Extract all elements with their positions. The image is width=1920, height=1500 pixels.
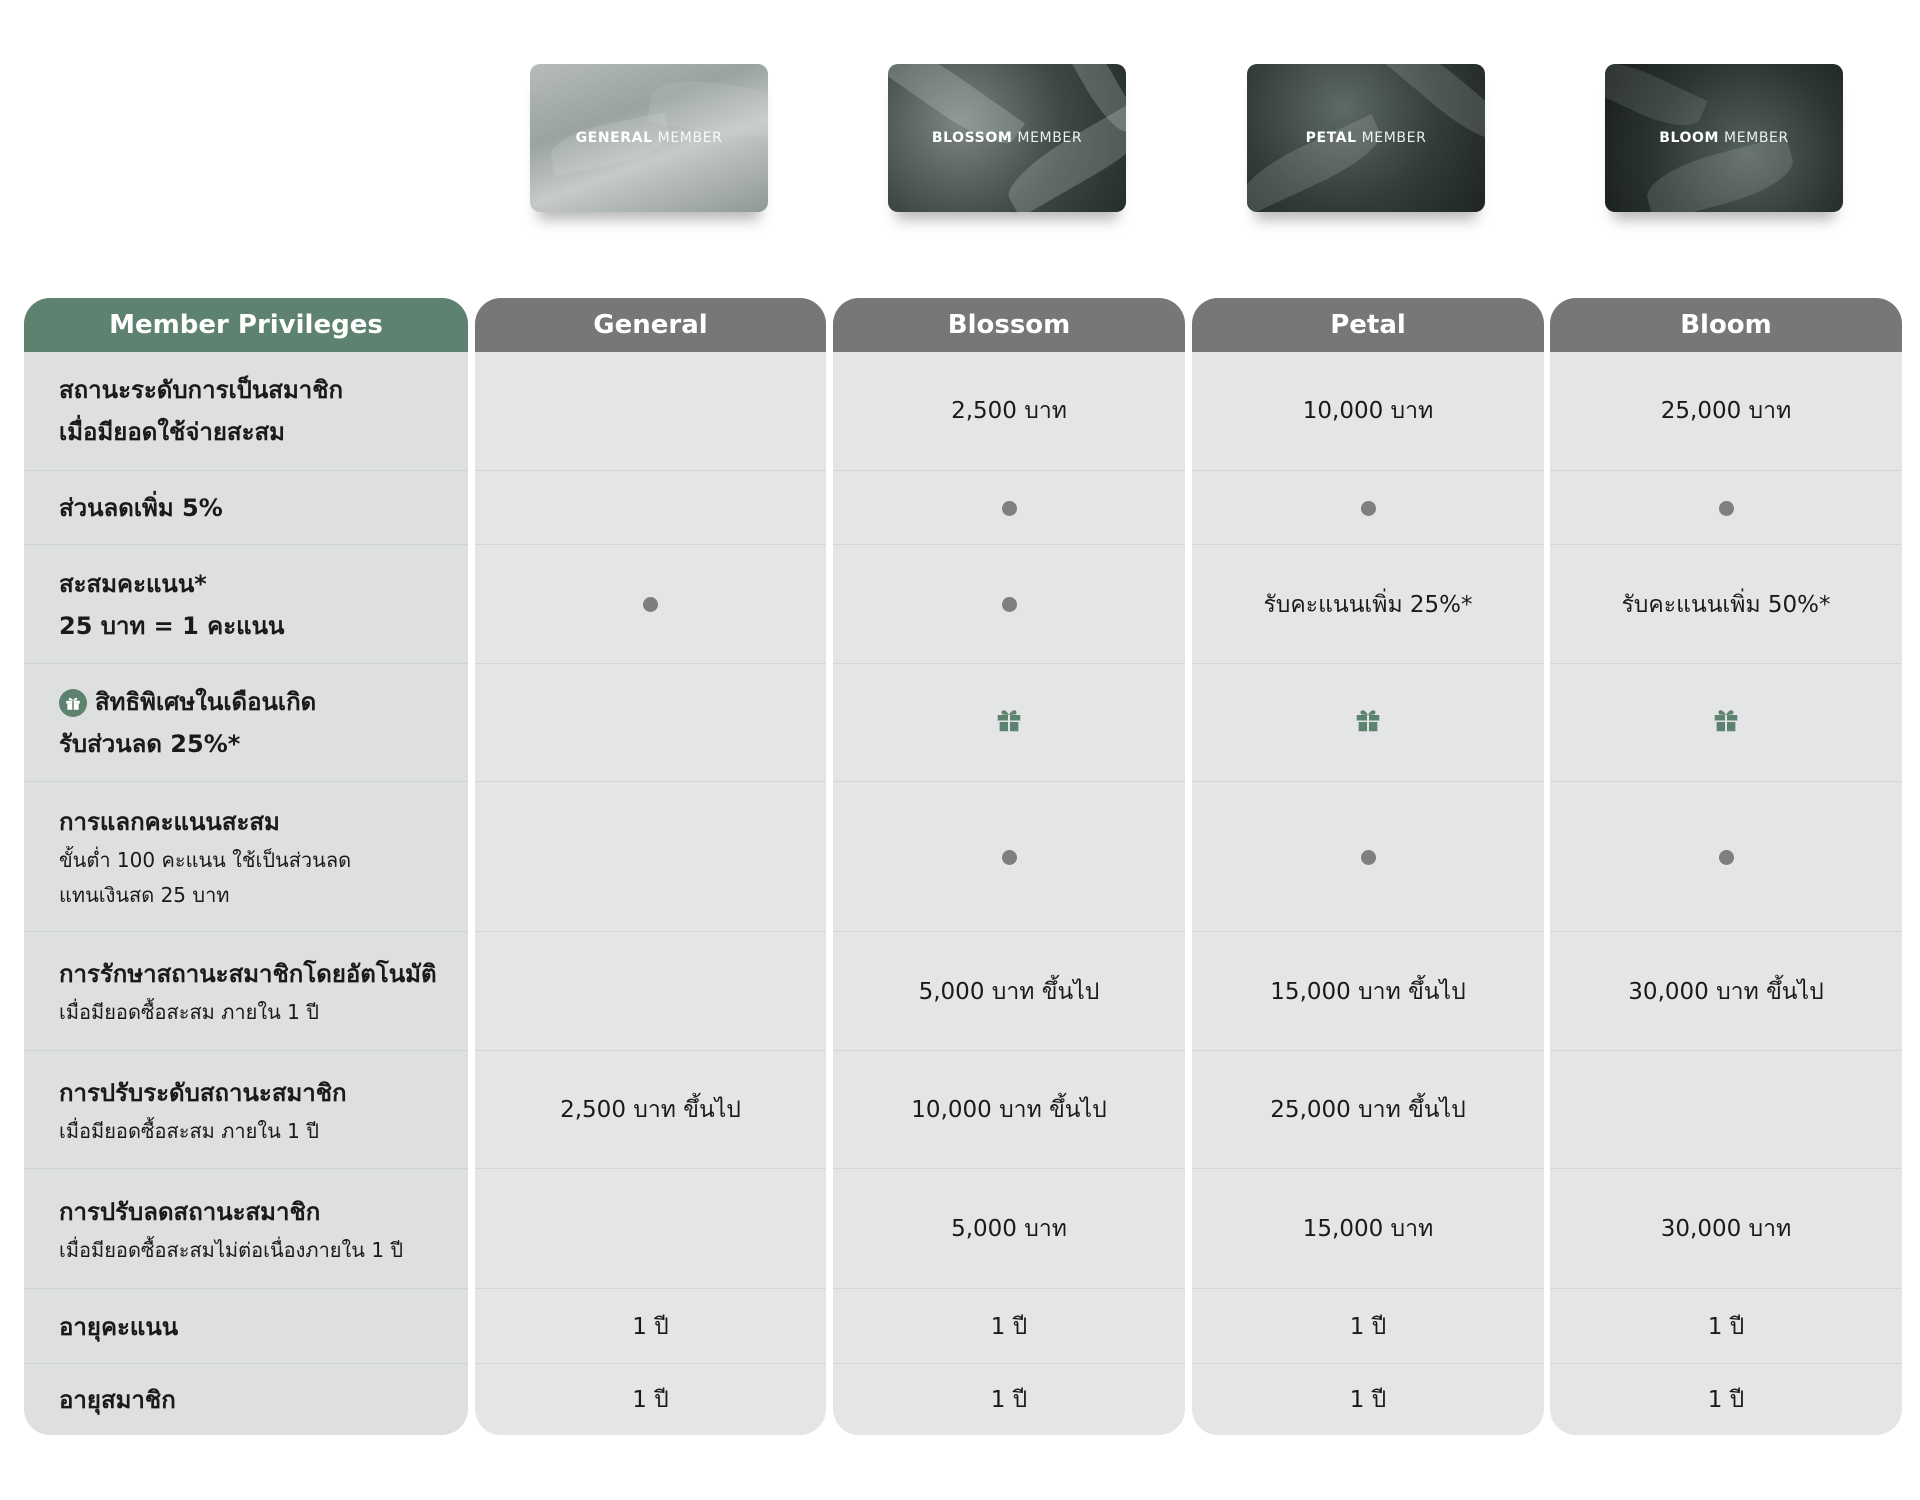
card-tier: PETAL [1305, 130, 1357, 146]
table-cell [475, 781, 826, 932]
cell-value: 25,000 บาท [1660, 398, 1792, 424]
row-label: รับส่วนลด 25%* [59, 730, 241, 758]
row-label: อายุสมาชิก [59, 1386, 176, 1414]
table-cell [1550, 544, 1902, 664]
cell-value: 1 ปี [632, 1387, 669, 1413]
table-cell [1550, 1288, 1902, 1364]
row-label: การปรับระดับสถานะสมาชิก [59, 1078, 347, 1107]
row-sublabel: เมื่อมียอดซื้อสะสม ภายใน 1 ปี [59, 1000, 319, 1024]
cell-value: 1 ปี [990, 1387, 1028, 1413]
table-cell [1550, 352, 1902, 470]
row-label: เมื่อมียอดใช้จ่ายสะสม [59, 418, 285, 446]
cell-value: 25,000 บาท ขึ้นไป [1270, 1097, 1466, 1123]
table-cell [833, 1168, 1185, 1289]
cell-value: 2,500 บาท [951, 398, 1067, 424]
tier-column-petal [1192, 298, 1544, 1435]
label-row [24, 663, 468, 782]
table-cell [475, 931, 826, 1051]
cell-value: 1 ปี [1707, 1387, 1745, 1413]
cell-value: 1 ปี [632, 1313, 669, 1340]
table-cell [475, 1363, 826, 1436]
table-cell [1550, 781, 1902, 932]
label-row [24, 931, 468, 1051]
row-label: สะสมคะแนน* [59, 569, 207, 598]
label-row [24, 781, 468, 932]
label-row [24, 470, 468, 545]
cell-value: 30,000 บาท ขึ้นไป [1628, 978, 1824, 1005]
row-label: สถานะระดับการเป็นสมาชิก [59, 376, 344, 404]
table-cell [833, 1288, 1185, 1364]
tier-header: Blossom [833, 298, 1185, 352]
cell-value: 2,500 บาท ขึ้นไป [560, 1097, 741, 1123]
table-cell [833, 931, 1185, 1051]
table-cell [1550, 931, 1902, 1051]
cell-value: 1 ปี [990, 1313, 1028, 1340]
cell-value: 10,000 บาท [1302, 398, 1434, 424]
row-label: ส่วนลดเพิ่ม 5% [59, 494, 223, 522]
table-cell [1550, 1363, 1902, 1436]
included-dot-icon [1719, 850, 1734, 865]
gift-icon [1711, 705, 1741, 741]
tier-header: Petal [1192, 298, 1544, 352]
table-cell [1550, 470, 1902, 545]
cell-value: 1 ปี [1349, 1387, 1387, 1413]
included-dot-icon [1719, 501, 1734, 516]
row-label: การแลกคะแนนสะสม [59, 808, 280, 836]
label-row [24, 352, 468, 470]
row-label: อายุคะแนน [59, 1312, 179, 1341]
row-label: การปรับลดสถานะสมาชิก [59, 1197, 321, 1226]
table-cell [833, 352, 1185, 470]
cell-value: 30,000 บาท [1660, 1216, 1792, 1242]
label-row [24, 1050, 468, 1169]
table-cell [475, 470, 826, 545]
row-label: สิทธิพิเศษในเดือนเกิด [95, 688, 317, 716]
table-cell [475, 1288, 826, 1364]
cell-value: 1 ปี [1349, 1313, 1387, 1340]
row-sublabel: เมื่อมียอดซื้อสะสมไม่ต่อเนื่องภายใน 1 ปี [59, 1237, 404, 1262]
cell-value: รับคะแนนเพิ่ม 25%* [1263, 591, 1473, 618]
table-cell [1192, 1288, 1544, 1364]
label-row [24, 1168, 468, 1289]
row-sublabel: เมื่อมียอดซื้อสะสม ภายใน 1 ปี [59, 1118, 319, 1143]
card-suffix: MEMBER [657, 130, 723, 146]
table-cell [833, 544, 1185, 664]
cell-value: รับคะแนนเพิ่ม 50%* [1621, 591, 1831, 618]
table-cell [1550, 1050, 1902, 1169]
table-cell [1550, 663, 1902, 782]
member-privileges-header: Member Privileges [24, 298, 468, 352]
table-cell [475, 544, 826, 664]
tier-column-blossom [833, 298, 1185, 1435]
table-cell [833, 470, 1185, 545]
petal-member-card [1247, 64, 1485, 212]
table-cell [1192, 1050, 1544, 1169]
table-cell [833, 1050, 1185, 1169]
card-suffix: MEMBER [1724, 130, 1789, 146]
table-cell [1192, 544, 1544, 664]
table-cell [1192, 470, 1544, 545]
table-cell [475, 1050, 826, 1169]
row-sublabel: ขั้นต่ำ 100 คะแนน ใช้เป็นส่วนลด [59, 848, 352, 872]
included-dot-icon [1002, 597, 1017, 612]
gift-icon [994, 705, 1024, 741]
card-tier: GENERAL [575, 130, 653, 146]
row-sublabel: แทนเงินสด 25 บาท [59, 883, 230, 907]
label-row [24, 1363, 468, 1436]
cell-value: 15,000 บาท ขึ้นไป [1270, 978, 1466, 1005]
tier-column-bloom [1550, 298, 1902, 1435]
gift-icon [59, 689, 87, 717]
cell-value: 10,000 บาท ขึ้นไป [911, 1097, 1107, 1123]
table-cell [1192, 781, 1544, 932]
included-dot-icon [1361, 850, 1376, 865]
row-label: การรักษาสถานะสมาชิกโดยอัตโนมัติ [59, 960, 437, 988]
included-dot-icon [1002, 501, 1017, 516]
table-cell [475, 663, 826, 782]
gift-icon [1353, 705, 1383, 741]
table-cell [1550, 1168, 1902, 1289]
tier-header: General [475, 298, 826, 352]
card-suffix: MEMBER [1361, 130, 1427, 146]
privileges-label-column [24, 298, 468, 1435]
cell-value: 5,000 บาท ขึ้นไป [918, 978, 1100, 1005]
bloom-member-card [1605, 64, 1843, 212]
general-member-card [530, 64, 768, 212]
label-row [24, 1288, 468, 1364]
table-cell [475, 352, 826, 470]
table-cell [1192, 352, 1544, 470]
included-dot-icon [1361, 501, 1376, 516]
table-cell [1192, 1168, 1544, 1289]
included-dot-icon [1002, 850, 1017, 865]
card-tier: BLOOM [1659, 130, 1720, 146]
table-cell [1192, 663, 1544, 782]
table-cell [1192, 931, 1544, 1051]
cell-value: 5,000 บาท [951, 1216, 1067, 1242]
table-cell [833, 781, 1185, 932]
card-tier: BLOSSOM [931, 130, 1013, 146]
cell-value: 1 ปี [1707, 1313, 1745, 1340]
table-cell [833, 663, 1185, 782]
tier-column-general [475, 298, 826, 1435]
row-label: 25 บาท = 1 คะแนน [59, 611, 285, 640]
blossom-member-card [888, 64, 1126, 212]
included-dot-icon [643, 597, 658, 612]
table-cell [1192, 1363, 1544, 1436]
table-cell [475, 1168, 826, 1289]
table-cell [833, 1363, 1185, 1436]
label-row [24, 544, 468, 664]
tier-header: Bloom [1550, 298, 1902, 352]
cell-value: 15,000 บาท [1302, 1216, 1434, 1242]
card-suffix: MEMBER [1017, 130, 1083, 146]
